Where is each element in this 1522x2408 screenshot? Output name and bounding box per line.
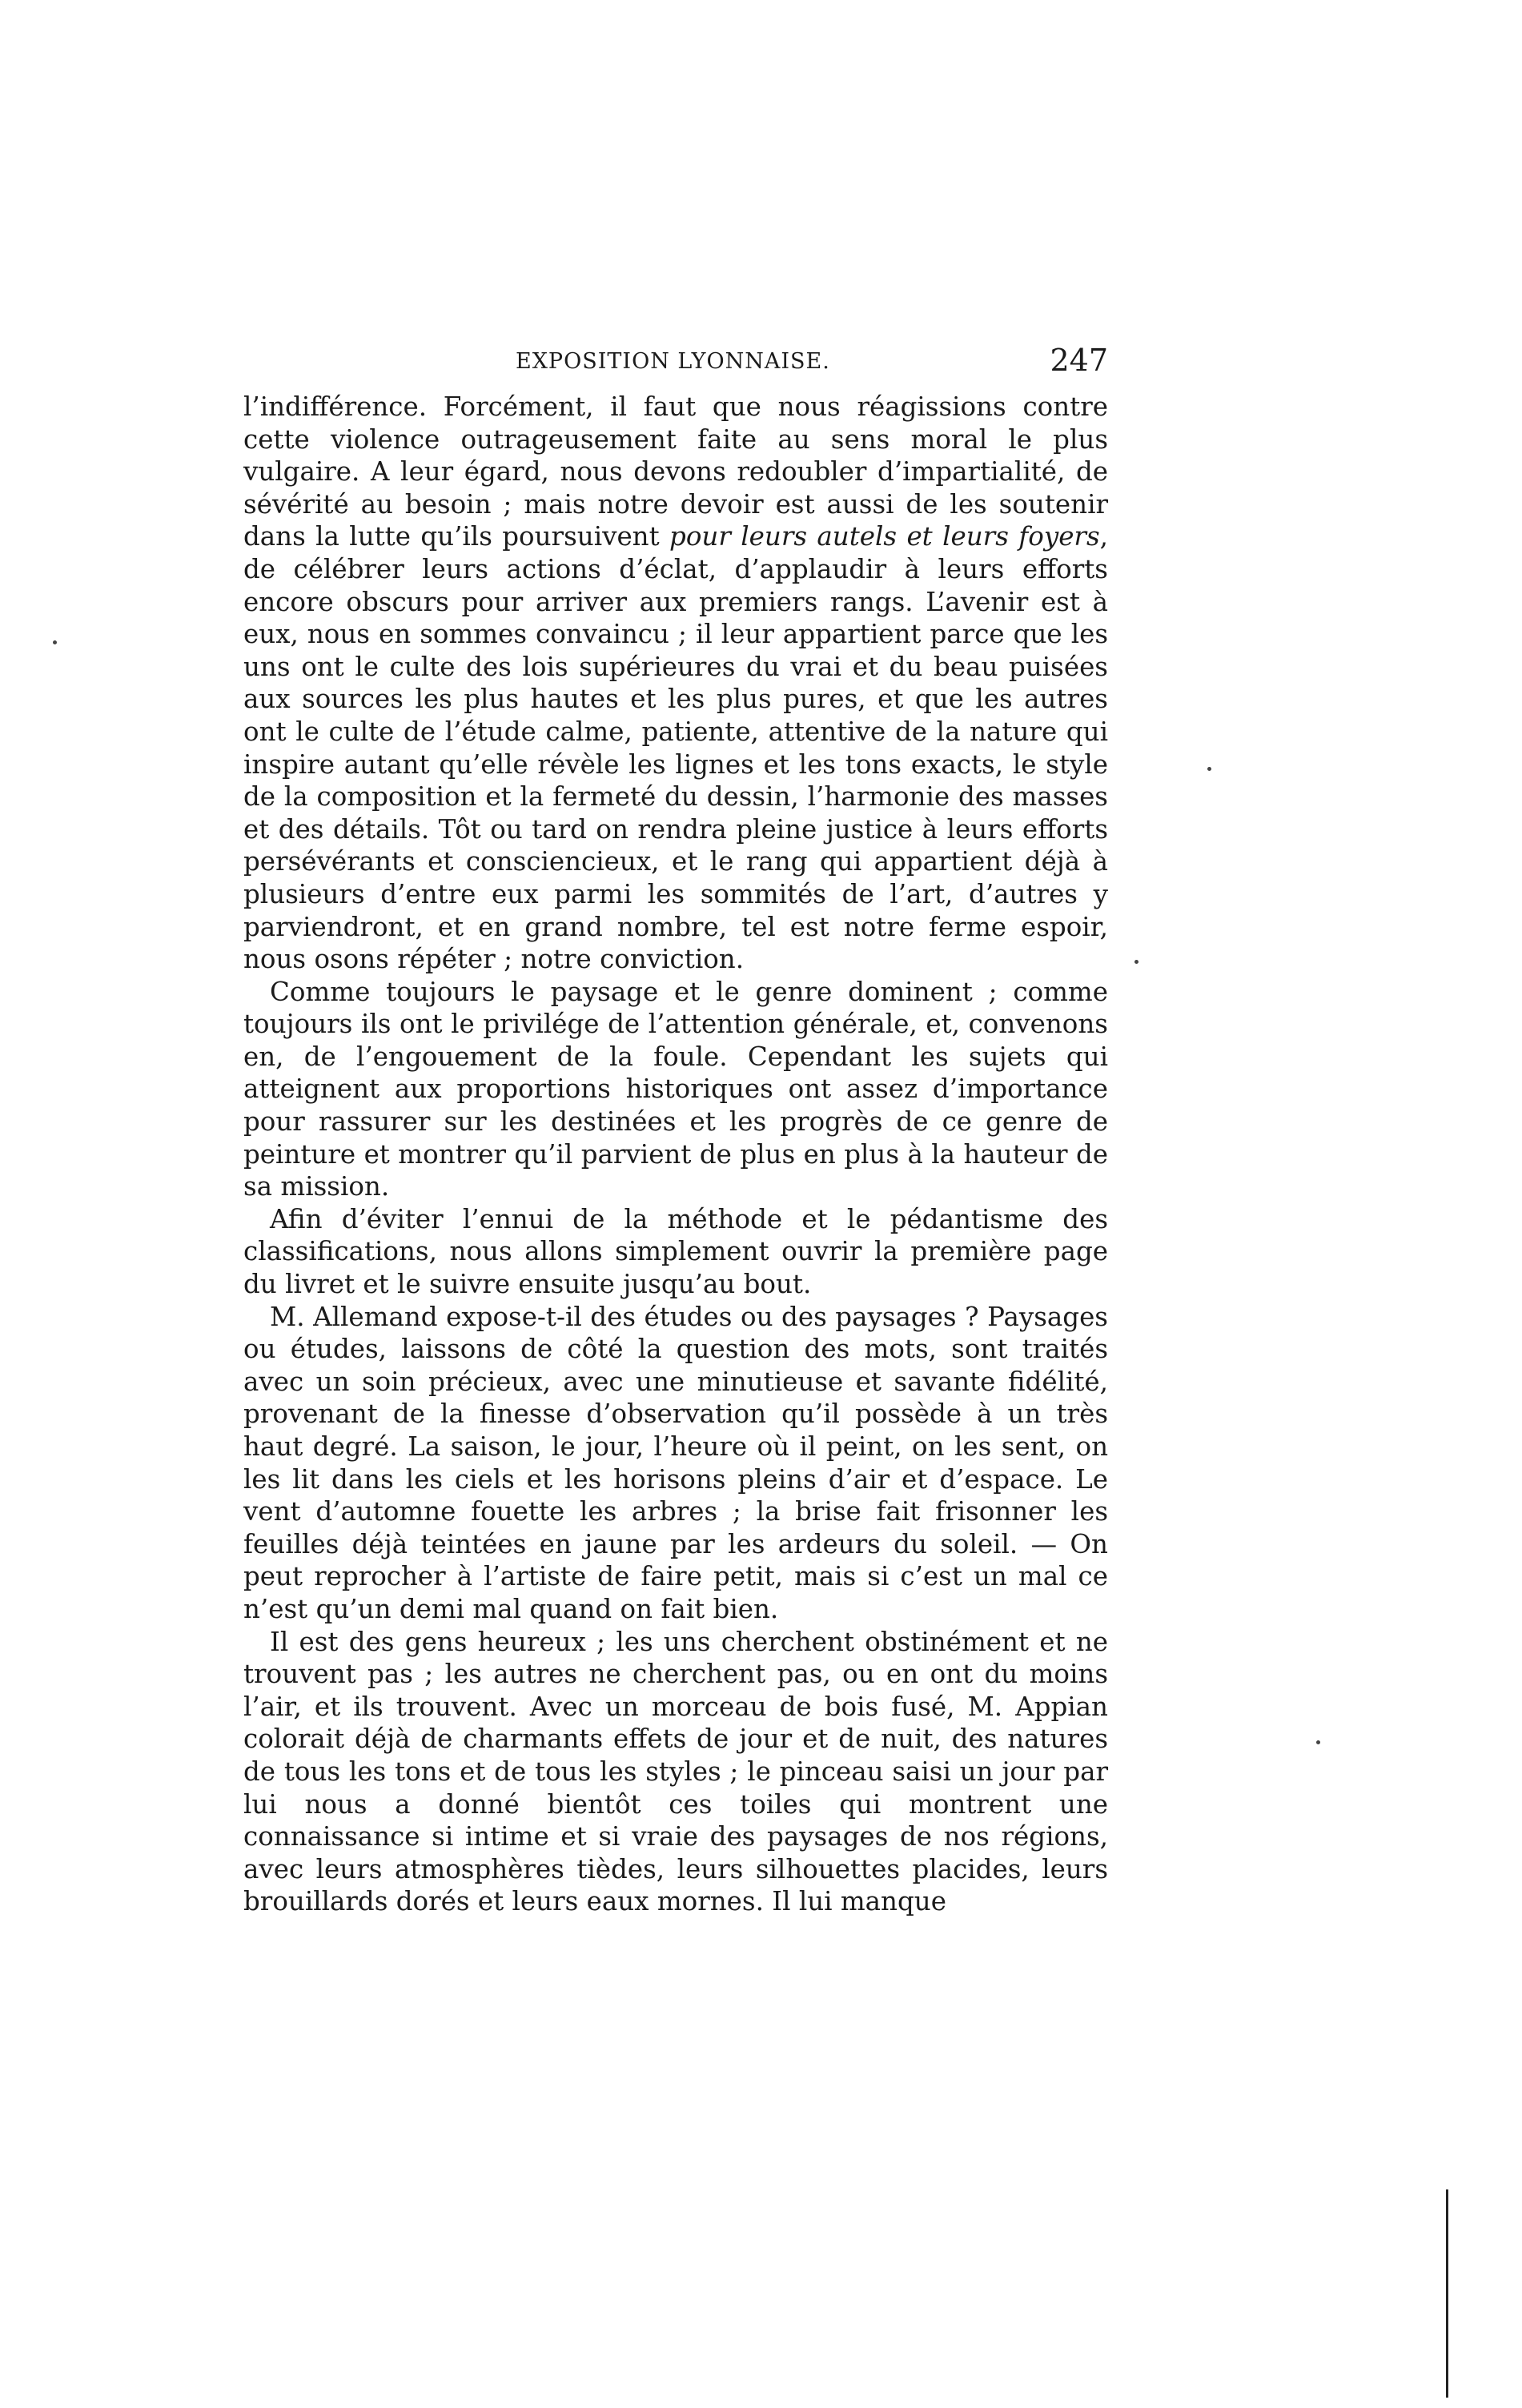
running-title: EXPOSITION LYONNAISE. (516, 349, 830, 374)
text-run: , de célébrer leurs actions d’éclat, d’applaudir à leurs efforts encore obscurs pour arriver aux premiers rangs. L’avenir est à eux, nous en sommes convaincu ; il leur appartient parce que les uns ont le culte des lois supérieures du vrai et du beau puisées aux sources les plus hautes et les plus pures, et que les autres ont le culte de l’étude calme, patiente, attentive de la nature qui inspire autant qu’elle révèle les lignes et les tons exacts, le style de la composition et la fermeté du dessin, l’harmonie des masses et des détails. Tôt ou tard on rendra pleine justice à leurs efforts persévérants et consciencieux, et le rang qui appartient déjà à plusieurs d’entre eux parmi les sommités de l’art, d’autres y parviendront, et en grand nombre, tel est notre ferme espoir, nous osons répéter ; notre conviction. (243, 521, 1108, 975)
paragraph (243, 391, 1108, 976)
ink-speck (1316, 1740, 1320, 1744)
paragraph (243, 1301, 1108, 1626)
ink-speck (1207, 767, 1211, 771)
ink-speck (1134, 960, 1138, 964)
ink-speck (53, 640, 57, 644)
text-run: l’indifférence. Forcément, il faut que nous réagissions contre cette violence outrageusement faite au sens moral le plus vulgaire. A leur égard, nous devons redoubler d’impartialité, de sévérité au besoin ; mais notre devoir est aussi de les soutenir dans la lutte qu’ils poursuivent (243, 391, 1108, 552)
page-body (243, 343, 1108, 1918)
page-number: 247 (1050, 343, 1108, 378)
text-run: Comme toujours le paysage et le genre dominent ; comme toujours ils ont le privilége de l’attention générale, et, convenons en, de l’engouement de la foule. Cependant les sujets qui atteignent aux proportions historiques ont assez d’importance pour rassurer sur les destinées et les progrès de ce genre de peinture et montrer qu’il parvient de plus en plus à la hauteur de sa mission. (243, 976, 1108, 1202)
text-run: M. Allemand expose-t-il des études ou des paysages ? Paysages ou études, laissons de côté la question des mots, sont traités avec un soin précieux, avec une minutieuse et savante fidélité, provenant de la finesse d’observation qu’il possède à un très haut degré. La saison, le jour, l’heure où il peint, on les sent, on les lit dans les ciels et les horisons pleins d’air et d’espace. Le vent d’automne fouette les arbres ; la brise fait frisonner les feuilles déjà teintées en jaune par les ardeurs du soleil. — On peut reprocher à l’artiste de faire petit, mais si c’est un mal ce n’est qu’un demi mal quand on fait bien. (243, 1301, 1108, 1624)
paragraph (243, 1626, 1108, 1918)
text-run: Afin d’éviter l’ennui de la méthode et le pédantisme des classifications, nous allons simplement ouvrir la première page du livret et le suivre ensuite jusqu’au bout. (243, 1203, 1108, 1300)
italic-text-run: pour leurs autels et leurs foyers (669, 521, 1100, 552)
page-edge-shadow (1446, 2189, 1448, 2398)
paragraph (243, 976, 1108, 1203)
paragraph (243, 1203, 1108, 1301)
text-run: Il est des gens heureux ; les uns cherchent obstinément et ne trouvent pas ; les autres ne cherchent pas, ou en ont du moins l’air, et ils trouvent. Avec un morceau de bois fusé, M. Appian colorait déjà de charmants effets de jour et de nuit, des natures de tous les tons et de tous les styles ; le pinceau saisi un jour par lui nous a donné bientôt ces toiles qui montrent une connaissance si intime et si vraie des paysages de nos régions, avec leurs atmosphères tièdes, leurs silhouettes placides, leurs brouillards dorés et leurs eaux mornes. Il lui manque (243, 1626, 1108, 1917)
running-head (243, 343, 1108, 391)
